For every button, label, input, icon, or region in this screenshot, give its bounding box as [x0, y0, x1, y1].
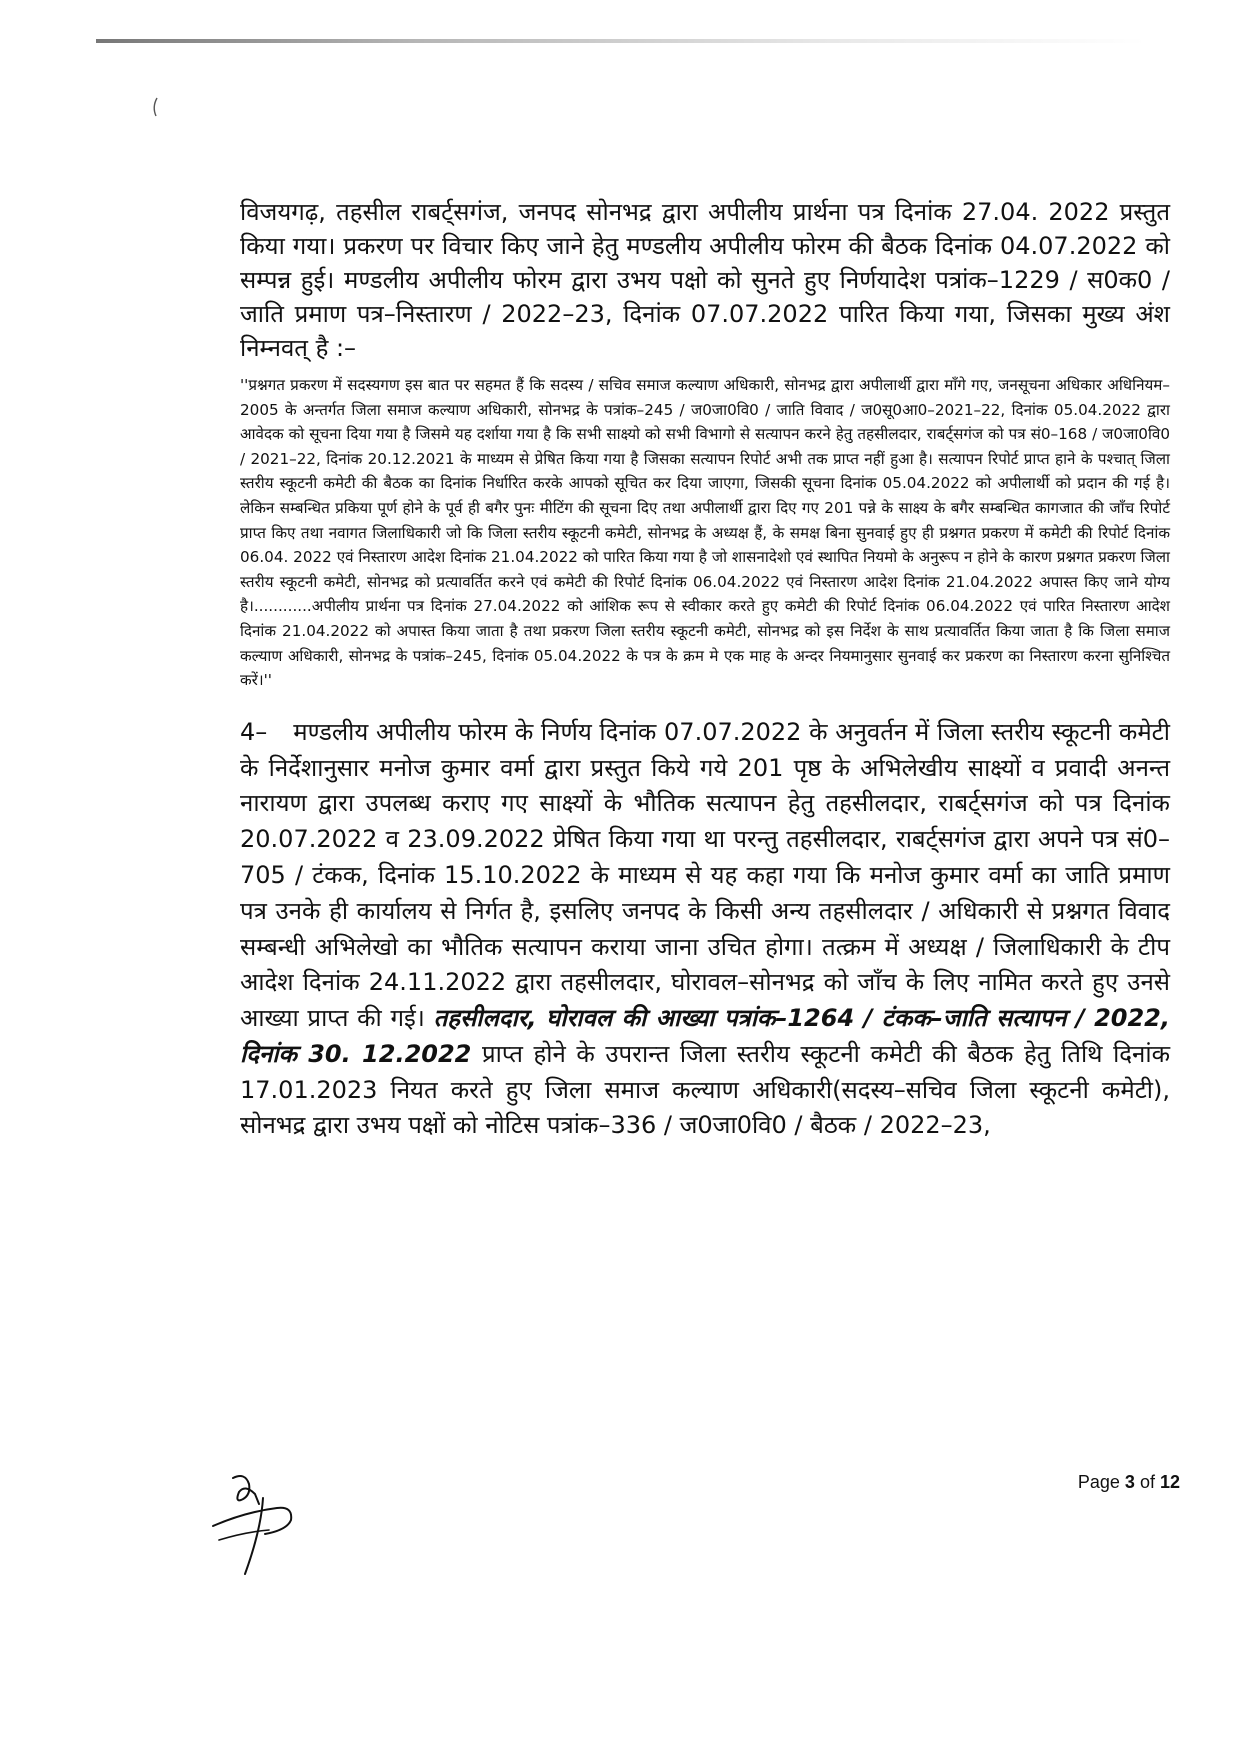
- page-total: 12: [1159, 1472, 1180, 1492]
- page-of: of: [1139, 1472, 1155, 1492]
- paragraph-number: 4–: [240, 717, 268, 746]
- paragraph-4: [240, 715, 1170, 1145]
- page-number: [1078, 1472, 1180, 1493]
- scan-top-edge: [96, 39, 1146, 43]
- quoted-excerpt: ''प्रश्नगत प्रकरण में सदस्यगण इस बात पर सहमत हैं कि सदस्य / सचिव समाज कल्याण अधिकारी, सोनभद्र द्वारा अपीलार्थी द्वारा माँगे गए, जनसूचना अधिकार अधिनियम–2005 के अन्तर्गत जिला समाज कल्याण अधिकारी, सोनभद्र के पत्रांक–245 / ज0जा0वि0 / जाति विवाद / ज0सू0आ0–2021–22, दिनांक 05.04.2022 द्वारा आवेदक को सूचना दिया गया है जिसमे यह दर्शाया गया है कि सभी साक्ष्यो को सभी विभागो से सत्यापन करने हेतु तहसीलदार, राबर्ट्सगंज को पत्र सं0–168 / ज0जा0वि0 / 2021–22, दिनांक 20.12.2021 के माध्यम से प्रेषित किया गया है जिसका सत्यापन रिपोर्ट अभी तक प्राप्त नहीं हुआ है। सत्यापन रिपोर्ट प्राप्त हाने के पश्चात् जिला स्तरीय स्कूटनी कमेटी की बैठक का दिनांक निर्धारित करके आपको सूचित कर दिया जाएगा, जिसकी सूचना दिनांक 05.04.2022 को अपीलार्थी को प्रदान की गई है। लेकिन सम्बन्धित प्रकिया पूर्ण होने के पूर्व ही बगैर पुनः मीटिंग की सूचना दिए तथा अपीलार्थी द्वारा दिए गए 201 पन्ने के साक्ष्य के बगैर सम्बन्धित कागजात की जाँच रिपोर्ट प्राप्त किए तथा नवागत जिलाधिकारी जो कि जिला स्तरीय स्कूटनी कमेटी, सोनभद्र के अध्यक्ष हैं, के समक्ष बिना सुनवाई हुए ही प्रश्नगत प्रकरण में कमेटी की रिपोर्ट दिनांक 06.04. 2022 एवं निस्तारण आदेश दिनांक 21.04.2022 को पारित किया गया है जो शासनादेशो एवं स्थापित नियमो के अनुरूप न होने के कारण प्रश्नगत प्रकरण जिला स्तरीय स्कूटनी कमेटी, सोनभद्र को प्रत्यावर्तित करने एवं कमेटी की रिपोर्ट दिनांक 06.04.2022 एवं निस्तारण आदेश दिनांक 21.04.2022 अपास्त किए जाने योग्य है।............अपीलीय प्रार्थना पत्र दिनांक 27.04.2022 को आंशिक रूप से स्वीकार करते हुए कमेटी की रिपोर्ट दिनांक 06.04.2022 एवं पारित निस्तारण आदेश दिनांक 21.04.2022 को अपास्त किया जाता है तथा प्रकरण जिला स्तरीय स्कूटनी कमेटी, सोनभद्र को इस निर्देश के साथ प्रत्यावर्तित किया जाता है कि जिला समाज कल्याण अधिकारी, सोनभद्र के पत्रांक–245, दिनांक 05.04.2022 के पत्र के क्रम मे एक माह के अन्दर नियमानुसार सुनवाई कर प्रकरण का निस्तारण करना सुनिश्चित करें।'': [240, 376, 1170, 690]
- paragraph-4-text-a: मण्डलीय अपीलीय फोरम के निर्णय दिनांक 07.07.2022 के अनुवर्तन में जिला स्तरीय स्कूटनी कमेटी के निर्देशानुसार मनोज कुमार वर्मा द्वारा प्रस्तुत किये गये 201 पृष्ठ के अभिलेखीय साक्ष्यों व प्रवादी अनन्त नारायण द्वारा उपलब्ध कराए गए साक्ष्यों के भौतिक सत्यापन हेतु तहसीलदार, राबर्ट्सगंज को पत्र दिनांक 20.07.2022 व 23.09.2022 प्रेषित किया गया था परन्तु तहसीलदार, राबर्ट्सगंज द्वारा अपने पत्र सं0–705 / टंकक, दिनांक 15.10.2022 के माध्यम से यह कहा गया कि मनोज कुमार वर्मा का जाति प्रमाण पत्र उनके ही कार्यालय से निर्गत है, इसलिए जनपद के किसी अन्य तहसीलदार / अधिकारी से प्रश्नगत विवाद सम्बन्धी अभिलेखो का भौतिक सत्यापन कराया जाना उचित होगा। तत्क्रम में अध्यक्ष / जिलाधिकारी के टीप आदेश दिनांक 24.11.2022 द्वारा तहसीलदार, घोरावल–सोनभद्र को जाँच के लिए नामित करते हुए उनसे आख्या प्राप्त की गई।: [240, 717, 1170, 1033]
- signature-icon: [205, 1470, 315, 1580]
- document-body: [240, 195, 1170, 1144]
- scan-mark-icon: [150, 96, 160, 118]
- page-current: 3: [1124, 1472, 1135, 1492]
- paragraph-4-emphasis: तहसीलदार, घोरावल की आख्या पत्रांक–1264 / टंकक–जाति सत्यापन / 2022, दिनांक 30. 12.2022: [240, 1004, 1170, 1068]
- page-label: Page: [1077, 1472, 1120, 1492]
- intro-paragraph: विजयगढ़, तहसील राबर्ट्सगंज, जनपद सोनभद्र द्वारा अपीलीय प्रार्थना पत्र दिनांक 27.04. 2022 प्रस्तुत किया गया। प्रकरण पर विचार किए जाने हेतु मण्डलीय अपीलीय फोरम की बैठक दिनांक 04.07.2022 को सम्पन्न हुई। मण्डलीय अपीलीय फोरम द्वारा उभय पक्षो को सुनते हुए निर्णयादेश पत्रांक–1229 / स0क0 / जाति प्रमाण पत्र–निस्तारण / 2022–23, दिनांक 07.07.2022 पारित किया गया, जिसका मुख्य अंश निम्नवत् है :–: [240, 198, 1170, 362]
- paragraph-4-text-b: प्राप्त होने के उपरान्त जिला स्तरीय स्कूटनी कमेटी की बैठक हेतु तिथि दिनांक 17.01.2023 नियत करते हुए जिला समाज कल्याण अधिकारी(सदस्य–सचिव जिला स्कूटनी कमेटी), सोनभद्र द्वारा उभय पक्षों को नोटिस पत्रांक–336 / ज0जा0वि0 / बैठक / 2022–23,: [240, 1039, 1170, 1140]
